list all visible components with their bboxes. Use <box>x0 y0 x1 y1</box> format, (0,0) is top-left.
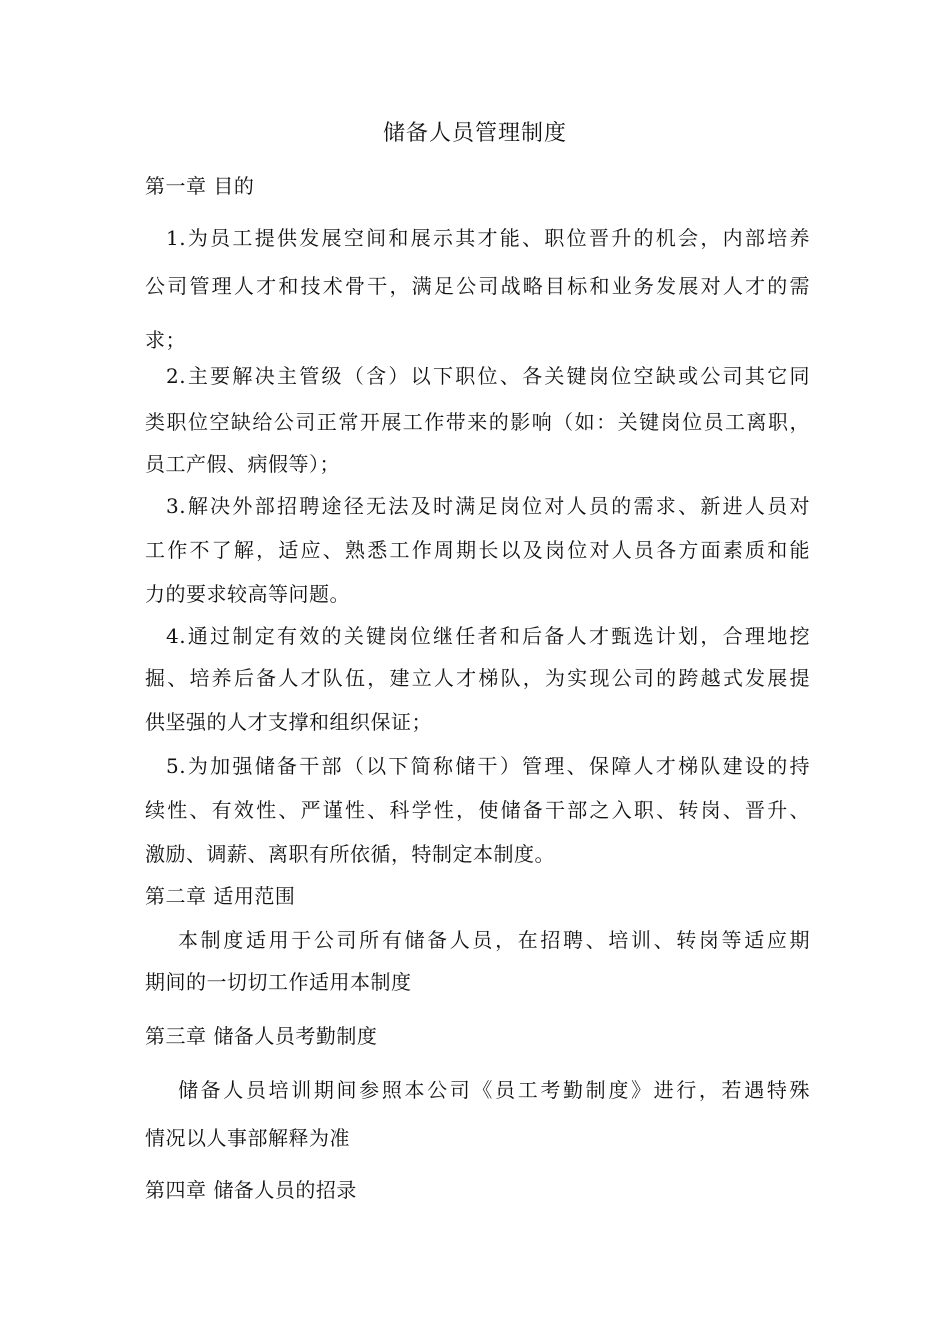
paragraph-line: 情况以人事部解释为准 <box>145 1126 350 1150</box>
paragraph-line: 公司管理人才和技术骨干，满足公司战略目标和业务发展对人才的需 <box>145 274 810 298</box>
paragraph-line: 类职位空缺给公司正常开展工作带来的影响（如：关键岗位员工离职， <box>145 410 810 434</box>
chapter-4-heading: 第四章 储备人员的招录 <box>145 1178 357 1202</box>
paragraph-line: 力的要求较高等问题。 <box>145 582 350 606</box>
paragraph-line: 本制度适用于公司所有储备人员，在招聘、培训、转岗等适应期 <box>178 928 810 952</box>
paragraph-line: 4.通过制定有效的关键岗位继任者和后备人才甄选计划，合理地挖 <box>166 624 810 648</box>
chapter-3-heading: 第三章 储备人员考勤制度 <box>145 1024 378 1048</box>
paragraph-line: 员工产假、病假等）； <box>145 452 340 476</box>
chapter-2-heading: 第二章 适用范围 <box>145 884 296 908</box>
paragraph-line: 供坚强的人才支撑和组织保证； <box>145 710 432 734</box>
document-title: 储备人员管理制度 <box>382 121 567 146</box>
paragraph-line: 储备人员培训期间参照本公司《员工考勤制度》进行，若遇特殊 <box>178 1078 810 1102</box>
paragraph-line: 掘、培养后备人才队伍，建立人才梯队，为实现公司的跨越式发展提 <box>145 666 810 690</box>
paragraph-line: 工作不了解，适应、熟悉工作周期长以及岗位对人员各方面素质和能 <box>145 538 810 562</box>
paragraph-line: 5.为加强储备干部（以下简称储干）管理、保障人才梯队建设的持 <box>166 754 810 778</box>
paragraph-line: 1.为员工提供发展空间和展示其才能、职位晋升的机会，内部培养 <box>166 226 810 250</box>
paragraph-line: 2.主要解决主管级（含）以下职位、各关键岗位空缺或公司其它同 <box>166 364 810 388</box>
paragraph-line: 续性、有效性、严谨性、科学性，使储备干部之入职、转岗、晋升、 <box>145 798 810 822</box>
paragraph-line: 期间的一切切工作适用本制度 <box>145 970 412 994</box>
paragraph-line: 求； <box>145 328 186 352</box>
paragraph-line: 激励、调薪、离职有所依循，特制定本制度。 <box>145 842 555 866</box>
chapter-1-heading: 第一章 目的 <box>145 174 255 198</box>
paragraph-line: 3.解决外部招聘途径无法及时满足岗位对人员的需求、新进人员对 <box>166 494 810 518</box>
